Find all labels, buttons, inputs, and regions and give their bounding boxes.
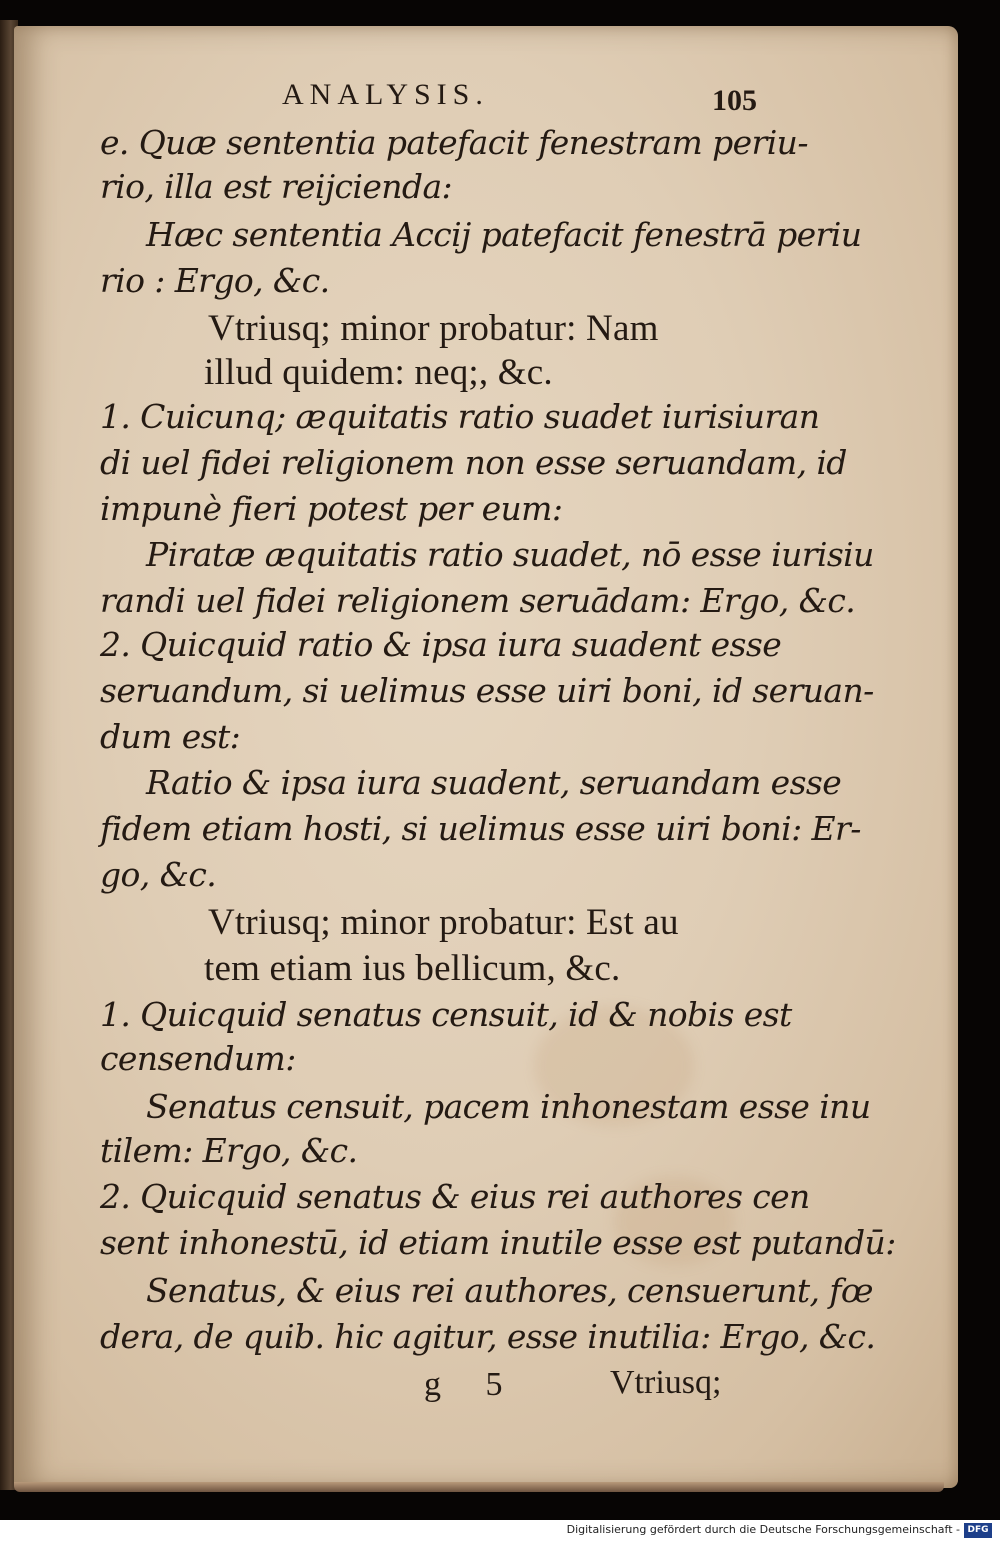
text-line: 2. Quicquid ratio & ipsa iura suadent esse	[100, 625, 782, 664]
text-line: 2. Quicquid senatus & eius rei authores cen	[100, 1177, 810, 1216]
text-line: fidem etiam hosti, si uelimus esse uiri boni: Er-	[100, 809, 861, 848]
page-edge	[14, 1482, 944, 1492]
text-line: 1. Quicquid senatus censuit, id & nobis est	[100, 995, 792, 1034]
text-line: Ratio & ipsa iura suadent, seruandam esse	[146, 763, 842, 802]
text-line: Senatus, & eius rei authores, censuerunt, fœ	[146, 1271, 873, 1310]
footer-credit: Digitalisierung gefördert durch die Deutsche Forschungsgemeinschaft -	[566, 1523, 960, 1536]
text-line: seruandum, si uelimus esse uiri boni, id seruan-	[100, 671, 874, 710]
text-line: dera, de quib. hic agitur, esse inutilia: Ergo, &c.	[100, 1317, 876, 1356]
running-title: ANALYSIS.	[282, 78, 489, 111]
footer-bar	[0, 1520, 1000, 1543]
text-line: e. Quæ sententia patefacit fenestram periu-	[100, 123, 808, 162]
text-line: Piratæ æquitatis ratio suadet, nō esse iurisiu	[146, 535, 874, 574]
text-line: go, &c.	[100, 855, 217, 894]
text-line: randi uel fidei religionem seruādam: Ergo, &c.	[100, 581, 856, 620]
signature-mark: g 5	[424, 1366, 521, 1403]
text-line: Hæc sententia Accij patefacit fenestrā periu	[146, 215, 862, 254]
text-line: censendum:	[100, 1039, 296, 1078]
text-line: di uel fidei religionem non esse seruandam, id	[100, 443, 847, 482]
text-line: tem etiam ius bellicum, &c.	[204, 948, 621, 989]
text-line: Senatus censuit, pacem inhonestam esse inu	[146, 1087, 871, 1126]
text-line: dum est:	[100, 717, 241, 756]
text-line: impunè fieri potest per eum:	[100, 489, 563, 528]
page-number: 105	[712, 84, 757, 117]
dfg-logo-icon: DFG	[964, 1523, 992, 1538]
text-line: Vtriusq; minor probatur: Est au	[208, 902, 679, 943]
text-line: 1. Cuicunq; æquitatis ratio suadet iurisiuran	[100, 397, 820, 436]
text-line: rio : Ergo, &c.	[100, 261, 330, 300]
text-line: tilem: Ergo, &c.	[100, 1131, 358, 1170]
text-line: rio, illa est reijcienda:	[100, 167, 453, 206]
text-line: illud quidem: neq;, &c.	[204, 352, 553, 393]
text-line: sent inhonestū, id etiam inutile esse est putandū:	[100, 1223, 896, 1262]
catchword: Vtriusq;	[610, 1364, 722, 1401]
text-line: Vtriusq; minor probatur: Nam	[208, 308, 659, 349]
